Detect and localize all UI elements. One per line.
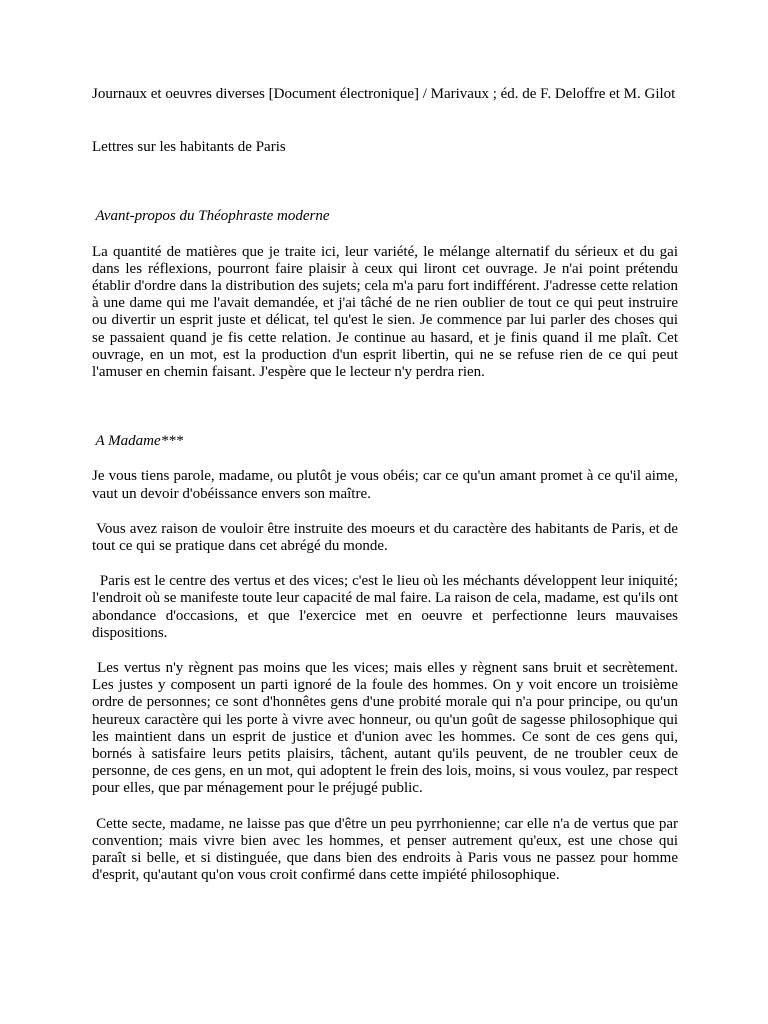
letter-paragraph-5: Cette secte, madame, ne laisse pas que d'être un peu pyrrhonienne; car elle n'a de vertus que par convention; mais vivre bien avec les hommes, et penser autrement qu'eux, est une chose qui paraît si belle, et si distinguée, que dans bien des endroits à Paris vous ne passez pour homme d'esprit, qu'autant qu'on vous croit confirmé dans cette impiété philosophique. (92, 815, 682, 884)
letter-paragraph-2: Vous avez raison de vouloir être instruite des moeurs et du caractère des habitants de Paris, et de tout ce qui se pratique dans cet abrégé du monde. (92, 520, 682, 555)
letter-heading: A Madame*** (92, 433, 184, 450)
document-subtitle: Lettres sur les habitants de Paris (92, 139, 286, 156)
letter-paragraph-3: Paris est le centre des vertus et des vices; c'est le lieu où les méchants développent leur iniquité; l'endroit où se manifeste toute leur capacité de mal faire. La raison de cela, madame, est qu'ils ont abondance d'occasions, et que l'exercice met en oeuvre et perfectionne leurs mauvaises dispositions. (92, 573, 682, 641)
letter-paragraph-1: Je vous tiens parole, madame, ou plutôt je vous obéis; car ce qu'un amant promet à ce qu'il aime, vaut un devoir d'obéissance envers son maître. (92, 468, 678, 502)
document-source-title: Journaux et oeuvres diverses [Document électronique] / Marivaux ; éd. de F. Deloffre et M. Gilot (92, 86, 676, 102)
letter-paragraph-4: Les vertus n'y règnent pas moins que les vices; mais elles y règnent sans bruit et secrètement. Les justes y composent un parti ignoré de la foule des hommes. On y voit encore un troisième ordre de personnes; ce sont d'honnêtes gens d'une probité morale qui n'a pour principe, ou qu'un heureux caractère qui les porte à vivre avec honneur, ou qu'un goût de sagesse philosophique qui les maintient dans un esprit de justice et d'union avec les hommes. Ce sont de ces gens qui, bornés à satisfaire leurs petits plaisirs, tâchent, autant qu'ils peuvent, de ne troubler ceux de personne, de ces gens, en un mot, qui adoptent le frein des lois, moins, si vous voulez, par respect pour elles, que par ménagement pour le préjugé public. (92, 660, 682, 797)
avant-propos-heading: Avant-propos du Théophraste moderne (92, 208, 330, 225)
avant-propos-paragraph: La quantité de matières que je traite ici, leur variété, le mélange alternatif du sérieux et du gai dans les réflexions, pourront faire plaisir à ceux qui liront cet ouvrage. Je n'ai point prétendu établir d'ordre dans la distribution des sujets; cela m'a paru fort indifférent. J'adresse cette relation à une dame qui me l'avait demandée, et j'ai tâché de ne rien oublier de tout ce qui peut instruire ou divertir un esprit juste et délicat, tel qu'est le sien. Je commence par lui parler des choses qui se passaient quand je fis cette relation. Je continue au hasard, et je finis quand il me plaît. Cet ouvrage, en un mot, est la production d'un esprit libertin, qui ne se refuse rien de ce qui peut l'amuser en chemin faisant. J'espère que le lecteur n'y perdra rien. (92, 243, 678, 381)
document-page (92, 86, 682, 885)
